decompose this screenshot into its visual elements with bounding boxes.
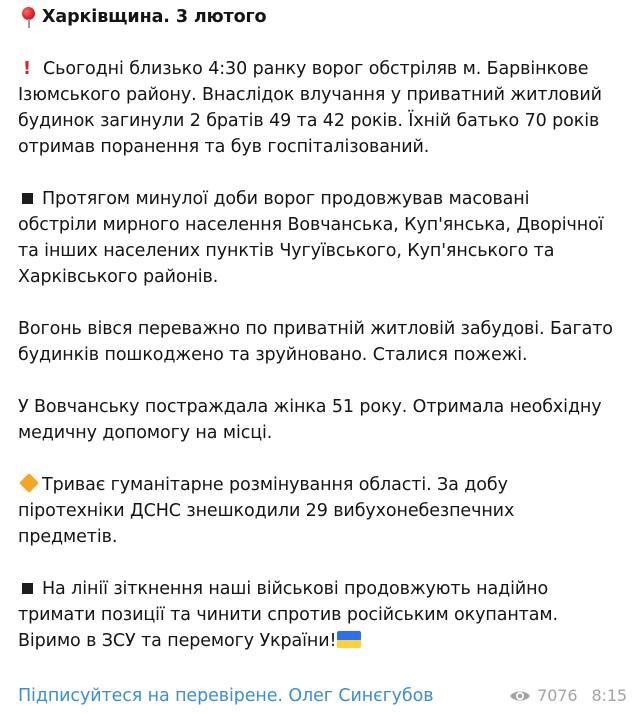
post-footer [18, 683, 627, 709]
black-square-icon [22, 583, 33, 594]
post-title [18, 4, 619, 30]
eye-icon [509, 689, 531, 703]
paragraph-frontline [18, 576, 619, 654]
paragraph-line: отримав поранення та був госпіталізований. [18, 137, 430, 157]
paragraph-line: предметів. [18, 527, 118, 547]
paragraph-line: Протягом минулої доби ворог продовжував масовані [18, 186, 619, 212]
paragraph-line: У Вовчанську постраждала жінка 51 року. Отримала необхідну [18, 397, 602, 417]
post-time: 8:15 [591, 686, 627, 705]
paragraph-line: обстріли мирного населення Вовчанська, Куп'янська, Дворічної [18, 215, 604, 235]
paragraph-fire-damage [18, 316, 619, 368]
paragraph-line: Вогонь вівся переважно по приватній житловій забудові. Багато [18, 319, 613, 339]
view-count: 7076 [537, 686, 578, 705]
round-pushpin-icon [19, 5, 39, 29]
paragraph-line: ! Сьогодні близько 4:30 ранку ворог обстріляв м. Барвінкове [18, 56, 619, 82]
subscribe-link[interactable]: Підписуйтеся на перевірене. Олег Синєгубов [18, 686, 434, 706]
post-meta [509, 683, 627, 709]
paragraph-massive-shelling [18, 186, 619, 290]
paragraph-demining [18, 472, 619, 550]
orange-diamond-icon [19, 473, 39, 493]
paragraph-line: На лінії зіткнення наші військові продовжують надійно [18, 576, 619, 602]
paragraph-vovchansk-injury [18, 394, 619, 446]
black-square-icon [22, 193, 33, 204]
paragraph-line: Віримо в ЗСУ та перемогу України! [18, 628, 619, 654]
post-title-text: Харківщина. 3 лютого [42, 7, 267, 27]
paragraph-line: Триває гуманітарне розмінування області. За добу [18, 472, 619, 498]
paragraph-line: та інших населених пунктів Чугуївського, Куп'янського та [18, 241, 555, 261]
ukraine-flag-icon [337, 631, 361, 648]
paragraph-line: будинків пошкоджено та зруйновано. Сталися пожежі. [18, 345, 528, 365]
paragraph-line: будинок загинули 2 братів 49 та 42 років. Їхній батько 70 років [18, 111, 600, 131]
paragraph-line: тримати позиції та чинити спротив російським окупантам. [18, 605, 558, 625]
paragraph-line: Харківського районів. [18, 267, 219, 287]
paragraph-line: піротехніки ДСНС знешкодили 29 вибухонебезпечних [18, 501, 515, 521]
paragraph-line: медичну допомогу на місці. [18, 423, 273, 443]
paragraph-shelling-barvinkove [18, 56, 619, 160]
red-exclamation-icon: ! [23, 59, 31, 79]
paragraph-line: Ізюмського району. Внаслідок влучання у приватний житловий [18, 85, 602, 105]
